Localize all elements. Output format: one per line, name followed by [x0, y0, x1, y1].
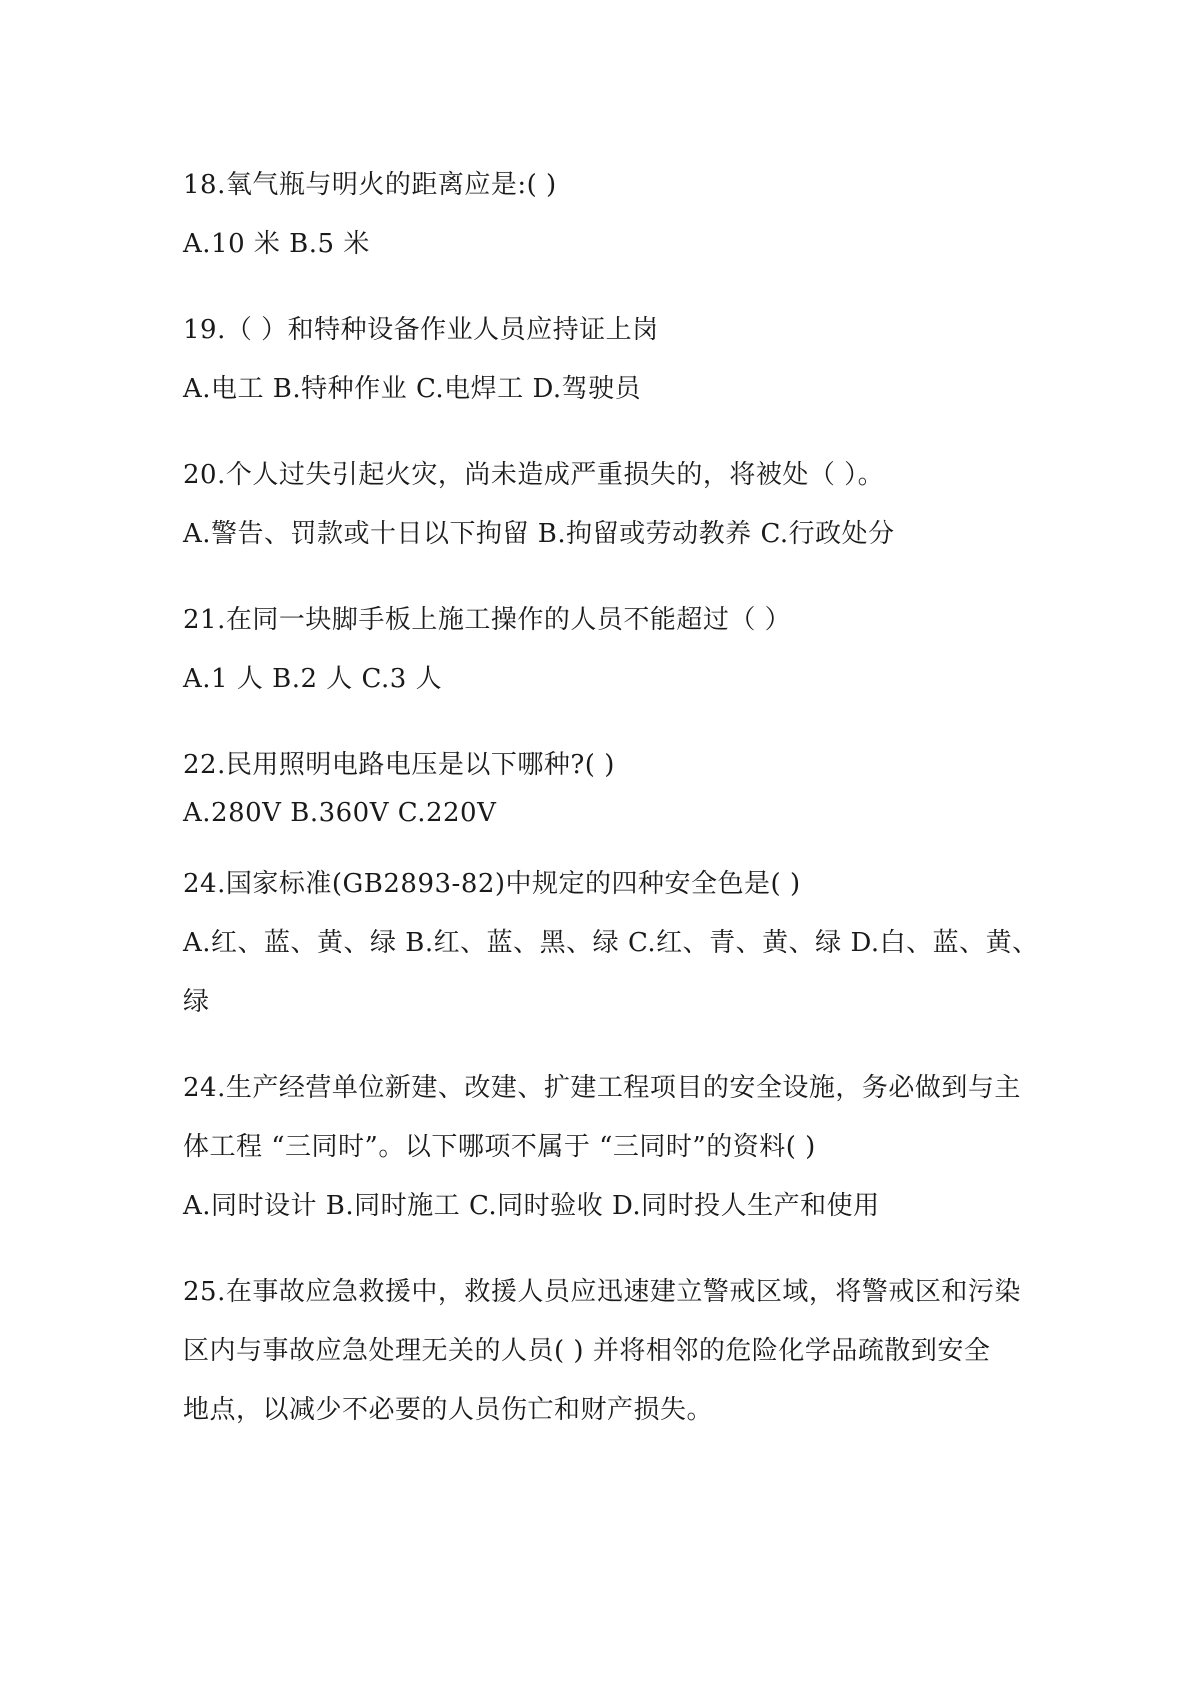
question-19-options: A.电工 B.特种作业 C.电焊工 D.驾驶员: [183, 374, 642, 404]
question-20-stem: 20.个人过失引起火灾，尚未造成严重损失的，将被处（ ）。: [183, 460, 885, 490]
question-20-options: A.警告、罚款或十日以下拘留 B.拘留或劳动教养 C.行政处分: [183, 519, 895, 549]
question-21-stem: 21.在同一块脚手板上施工操作的人员不能超过（ ）: [183, 605, 792, 635]
question-25-stem-line-2: 区内与事故应急处理无关的人员( ) 并将相邻的危险化学品疏散到安全: [183, 1336, 991, 1366]
question-19-stem: 19.（ ）和特种设备作业人员应持证上岗: [183, 315, 659, 345]
question-24a-options-line-2: 绿: [183, 987, 210, 1017]
question-24a-stem: 24.国家标准(GB2893-82)中规定的四种安全色是( ): [183, 869, 801, 899]
question-22-stem: 22.民用照明电路电压是以下哪种?( ): [183, 750, 615, 780]
question-24b-stem-line-1: 24.生产经营单位新建、改建、扩建工程项目的安全设施，务必做到与主: [183, 1073, 1021, 1103]
question-18-stem: 18.氧气瓶与明火的距离应是:( ): [183, 170, 557, 200]
question-25-stem-line-3: 地点，以减少不必要的人员伤亡和财产损失。: [183, 1395, 714, 1425]
question-22-options: A.280V B.360V C.220V: [183, 798, 497, 828]
question-25-stem-line-1: 25.在事故应急救援中，救援人员应迅速建立警戒区域，将警戒区和污染: [183, 1277, 1021, 1307]
question-24b-stem-line-2: 体工程 “三同时”。以下哪项不属于 “三同时”的资料( ): [183, 1132, 816, 1162]
question-24b-options: A.同时设计 B.同时施工 C.同时验收 D.同时投人生产和使用: [183, 1191, 880, 1221]
question-24a-options-line-1: A.红、蓝、黄、绿 B.红、蓝、黑、绿 C.红、青、黄、绿 D.白、蓝、黄、: [183, 928, 1039, 958]
question-18-options: A.10 米 B.5 米: [183, 229, 370, 259]
question-21-options: A.1 人 B.2 人 C.3 人: [183, 664, 443, 694]
